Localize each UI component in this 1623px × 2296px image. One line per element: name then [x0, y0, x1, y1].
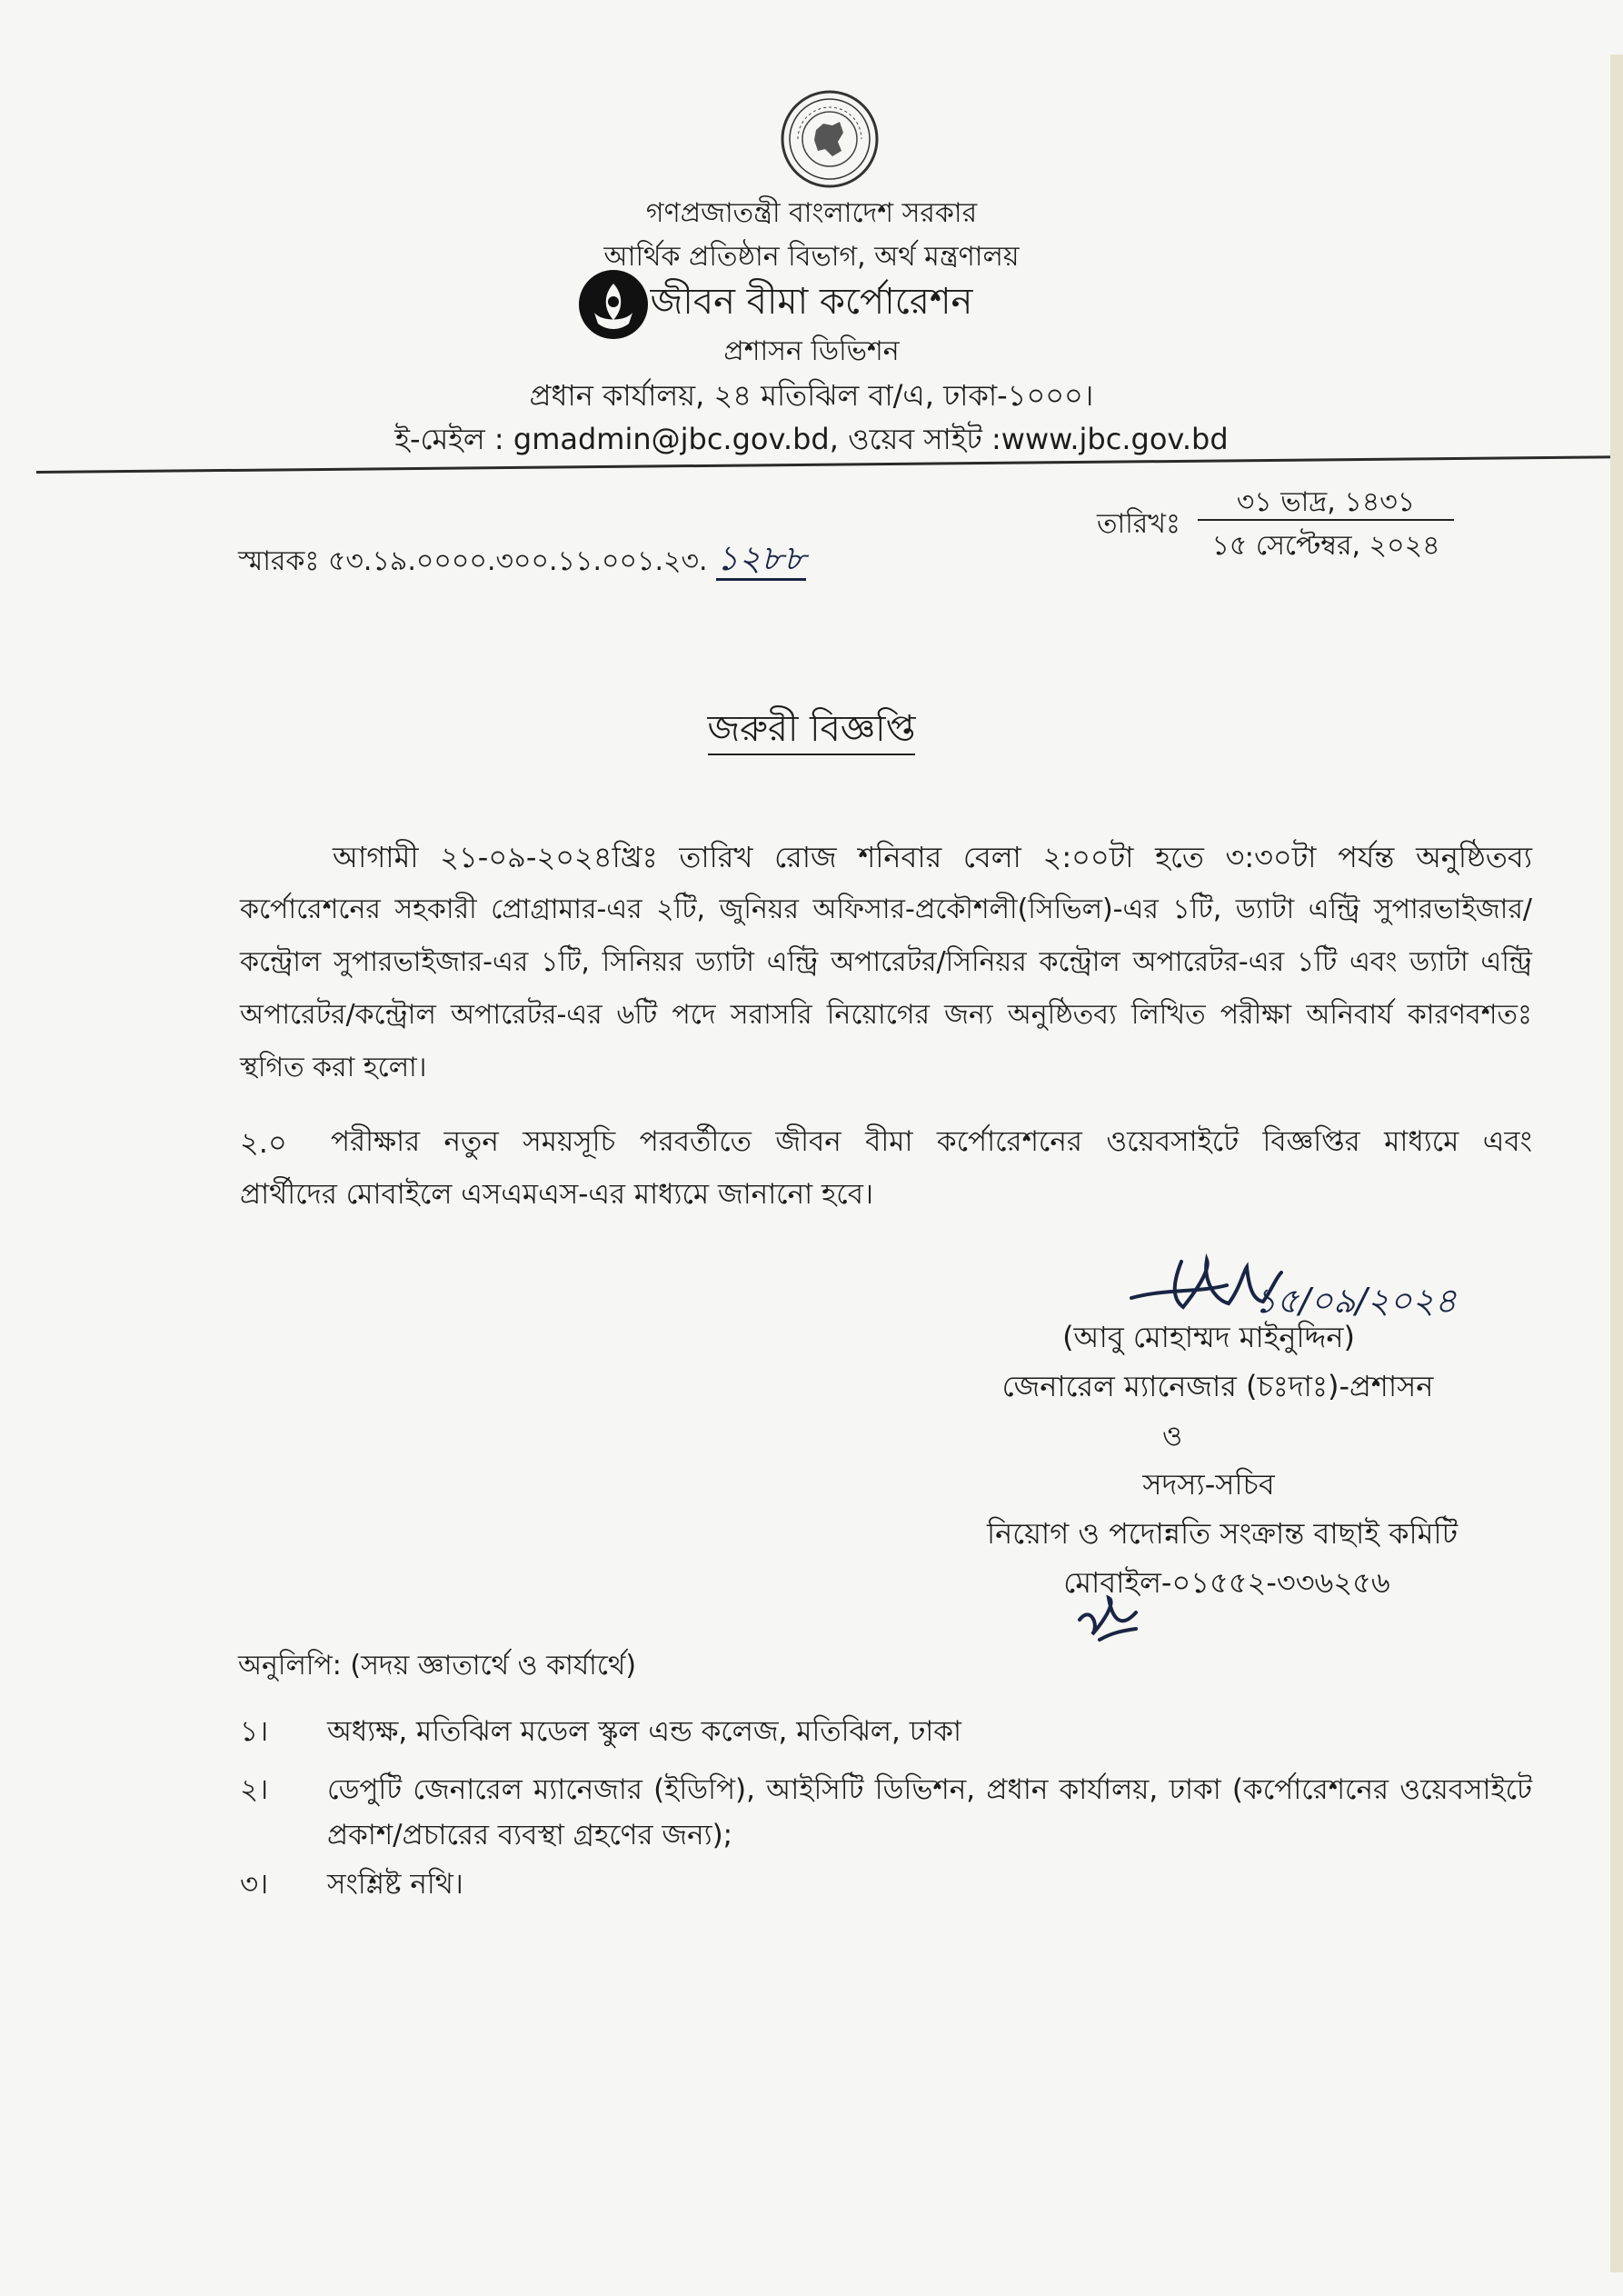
initial-mark — [1072, 1592, 1145, 1647]
signatory-conjunction: ও — [1161, 1421, 1183, 1452]
paragraph-1-line: অপারেটর/কন্ট্রোল অপারেটর-এর ৬টি পদে সরাসরি নিয়োগের জন্য অনুষ্ঠিতব্য লিখিত পরীক্ষা অনিবার্য কারণবশতঃ — [240, 999, 1532, 1031]
copy-to-item — [240, 1709, 1532, 1754]
signature-date: ১৫/০৯/২০২৪ — [1254, 1281, 1458, 1321]
committee-name: নিয়োগ ও পদোন্নতি সংক্রান্ত বাছাই কমিটি — [986, 1516, 1459, 1551]
paragraph-1-line: আগামী ২১-০৯-২০২৪খ্রিঃ তারিখ রোজ শনিবার বেলা ২:০০টা হতে ৩:৩০টা পর্যন্ত অনুষ্ঠিতব্য — [333, 840, 1532, 874]
date-label: তারিখঃ — [1097, 508, 1180, 540]
memo-reference-label: স্মারকঃ — [238, 545, 320, 577]
government-name: গণপ্রজাতন্ত্রী বাংলাদেশ সরকার — [645, 197, 978, 229]
copy-to-item-text: ডেপুটি জেনারেল ম্যানেজার (ইডিপি), আইসিটি ডিভিশন, প্রধান কার্যালয়, ঢাকা (কর্পোরেশনের ওয়েবসাইটে প্রকাশ/প্রচারের ব্যবস্থা গ্রহণের জন্য); — [327, 1773, 1532, 1852]
ministry-name: আর্থিক প্রতিষ্ঠান বিভাগ, অর্থ মন্ত্রণালয় — [603, 241, 1020, 273]
copy-to-item-number: ৩। — [240, 1868, 269, 1901]
notice-title-text: জরুরী বিজ্ঞপ্তি — [708, 708, 916, 755]
memo-reference-handwritten: ১২৮৮ — [716, 538, 806, 581]
memo-reference — [238, 532, 806, 590]
date-divider — [1198, 519, 1454, 521]
signatory-designation: জেনারেল ম্যানেজার (চঃদাঃ)-প্রশাসন — [1001, 1369, 1434, 1403]
paragraph-2-line: প্রার্থীদের মোবাইলে এসএমএস-এর মাধ্যমে জানানো হবে। — [240, 1178, 874, 1211]
contact-info: ই-মেইল : gmadmin@jbc.gov.bd, ওয়েব সাইট :www.jbc.gov.bd — [394, 422, 1229, 456]
copy-to-item-text: অধ্যক্ষ, মতিঝিল মডেল স্কুল এন্ড কলেজ, মতিঝিল, ঢাকা — [327, 1715, 961, 1748]
copy-to-label: অনুলিপি: (সদয় জ্ঞাতার্থে ও কার্যার্থে) — [238, 1650, 637, 1682]
paragraph-1-line: স্থগিত করা হলো। — [240, 1052, 427, 1083]
copy-to-item-number: ২। — [240, 1773, 269, 1806]
paragraph-1-line: কন্ট্রোল সুপারভাইজার-এর ১টি, সিনিয়র ড্যাটা এন্ট্রি অপারেটর/সিনিয়র কন্ট্রোল অপারেটর-এর ১টি এবং ড্যাটা এন্ট্রি — [240, 946, 1532, 978]
paragraph-2-line: পরীক্ষার নতুন সময়সূচি পরবর্তীতে জীবন বীমা কর্পোরেশনের ওয়েবসাইটে বিজ্ঞপ্তির মাধ্যমে এবং — [331, 1125, 1532, 1158]
page-edge-shadow — [1610, 55, 1623, 2272]
organization-name: জীবন বীমা কর্পোরেশন — [650, 281, 973, 323]
date-bangla: ৩১ ভাদ্র, ১৪৩১ — [1236, 486, 1416, 518]
notice-title — [0, 700, 1623, 761]
date-english: ১৫ সেপ্টেম্বর, ২০২৪ — [1211, 530, 1440, 562]
copy-to-item-number: ১। — [240, 1715, 269, 1748]
signatory-mobile: মোবাইল-০১৫৫২-৩৩৬২৫৬ — [1063, 1565, 1390, 1600]
copy-to-item — [240, 1767, 1532, 1858]
copy-to-item — [240, 1862, 1532, 1907]
paragraph-2-number: ২.০ — [240, 1125, 287, 1160]
government-seal-icon — [780, 89, 880, 189]
copy-to-item-text: সংশ্লিষ্ট নথি। — [327, 1868, 463, 1901]
office-address: প্রধান কার্যালয়, ২৪ মতিঝিল বা/এ, ঢাকা-১০০০। — [529, 378, 1094, 413]
paragraph-1-line: কর্পোরেশনের সহকারী প্রোগ্রামার-এর ২টি, জুনিয়র অফিসার-প্রকৌশলী(সিভিল)-এর ১টি, ড্যাটা এন্ট্রি সুপারভাইজার/ — [240, 893, 1532, 925]
division-name: প্রশাসন ডিভিশন — [723, 335, 900, 367]
signatory-name: (আবু মোহাম্মদ মাইনুদ্দিন) — [1062, 1320, 1355, 1354]
signatory-role: সদস্য-সচিব — [1142, 1467, 1275, 1502]
memo-reference-number: ৫৩.১৯.০০০০.৩০০.১১.০০১.২৩. — [327, 545, 708, 577]
